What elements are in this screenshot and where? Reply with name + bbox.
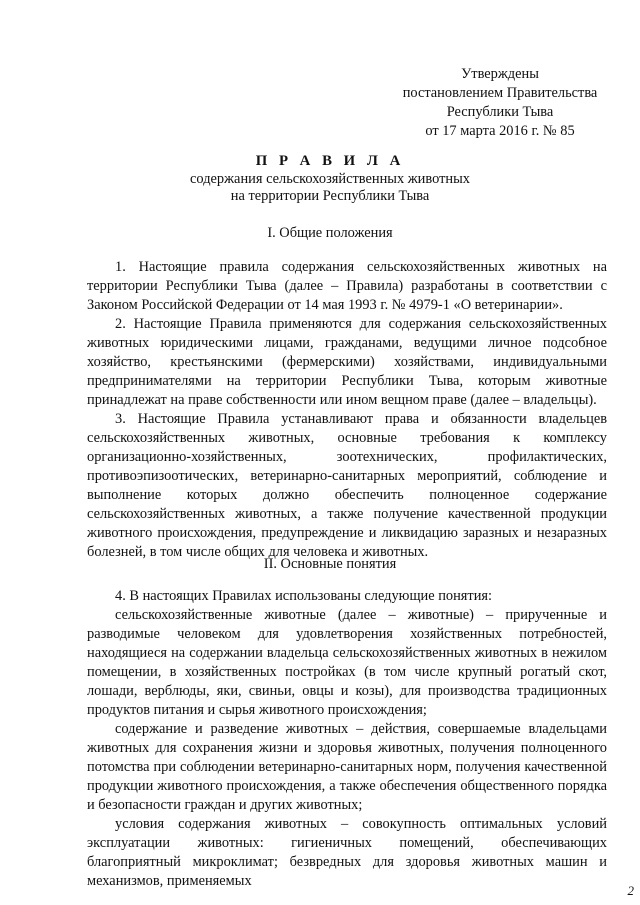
approval-line: постановлением Правительства [402, 85, 598, 101]
paragraph: 4. В настоящих Правилах использованы следующие понятия: [115, 588, 493, 604]
approval-block [385, 65, 615, 141]
paragraph: условия содержания животных – совокупность оптимальных условий эксплуатации животных: гигиеничных помещений, обеспечивающих благоприятный микроклимат; безвредных для здоровья животных машин и механизмов, применяемых [87, 816, 607, 889]
document-title [80, 153, 580, 205]
paragraph: 2. Настоящие Правила применяются для содержания сельскохозяйственных животных юридическими лицами, гражданами, ведущими личное подсобное хозяйство, крестьянскими (фермерскими) хозяйствами, индивидуальными предпринимателями на территории Республики Тыва, которым животные принадлежат на праве собственности или ином вещном праве (далее – владельцы). [87, 316, 607, 408]
section-heading-general: I. Общие положения [267, 225, 393, 241]
section-general-text [87, 258, 607, 562]
paragraph: сельскохозяйственные животные (далее – животные) – прирученные и разводимые человеком для удовлетворения хозяйственных потребностей, находящиеся на содержании владельца сельскохозяйственных животных в нежилом помещении, в хозяйственных постройках (в том числе крупный рогатый скот, лошади, верблюды, яки, свиньи, овцы и козы), для производства традиционных продуктов питания и сырья животного происхождения; [87, 607, 607, 718]
title-subtitle: на территории Республики Тыва [230, 188, 430, 204]
section-concepts-text [87, 587, 607, 891]
approval-line: Утверждены [461, 66, 539, 82]
paragraph: 1. Настоящие правила содержания сельскохозяйственных животных на территории Республики Тыва (далее – Правила) разработаны в соответствии с Законом Российской Федерации от 14 мая 1993 г. № 4979-1 «О ветеринарии». [87, 259, 607, 313]
page-number: 2 [627, 883, 634, 898]
section-heading-concepts: II. Основные понятия [263, 556, 397, 572]
approval-line: Республики Тыва [446, 104, 554, 120]
title-subtitle: содержания сельскохозяйственных животных [190, 171, 470, 187]
approval-line: от 17 марта 2016 г. № 85 [425, 123, 575, 139]
paragraph: 3. Настоящие Правила устанавливают права и обязанности владельцев сельскохозяйственных животных, основные требования к комплексу организационно-хозяйственных, зоотехнических, профилактических, противоэпизоотических, ветеринарно-санитарных мероприятий, соблюдение и выполнение которых должно обеспечить полноценное содержание сельскохозяйственных животных, а также получение качественной продукции животного происхождения, предупреждение и ликвидацию заразных и незаразных болезней, в том числе общих для человека и животных. [87, 411, 607, 560]
title-main: П Р А В И Л А [255, 153, 405, 169]
paragraph: содержание и разведение животных – действия, совершаемые владельцами животных для сохранения жизни и здоровья животных, получения полноценного потомства при соблюдении ветеринарно-санитарных норм, получения качественной продукции животного происхождения, а также обеспечения общественного порядка и безопасности граждан и других животных; [87, 721, 607, 813]
